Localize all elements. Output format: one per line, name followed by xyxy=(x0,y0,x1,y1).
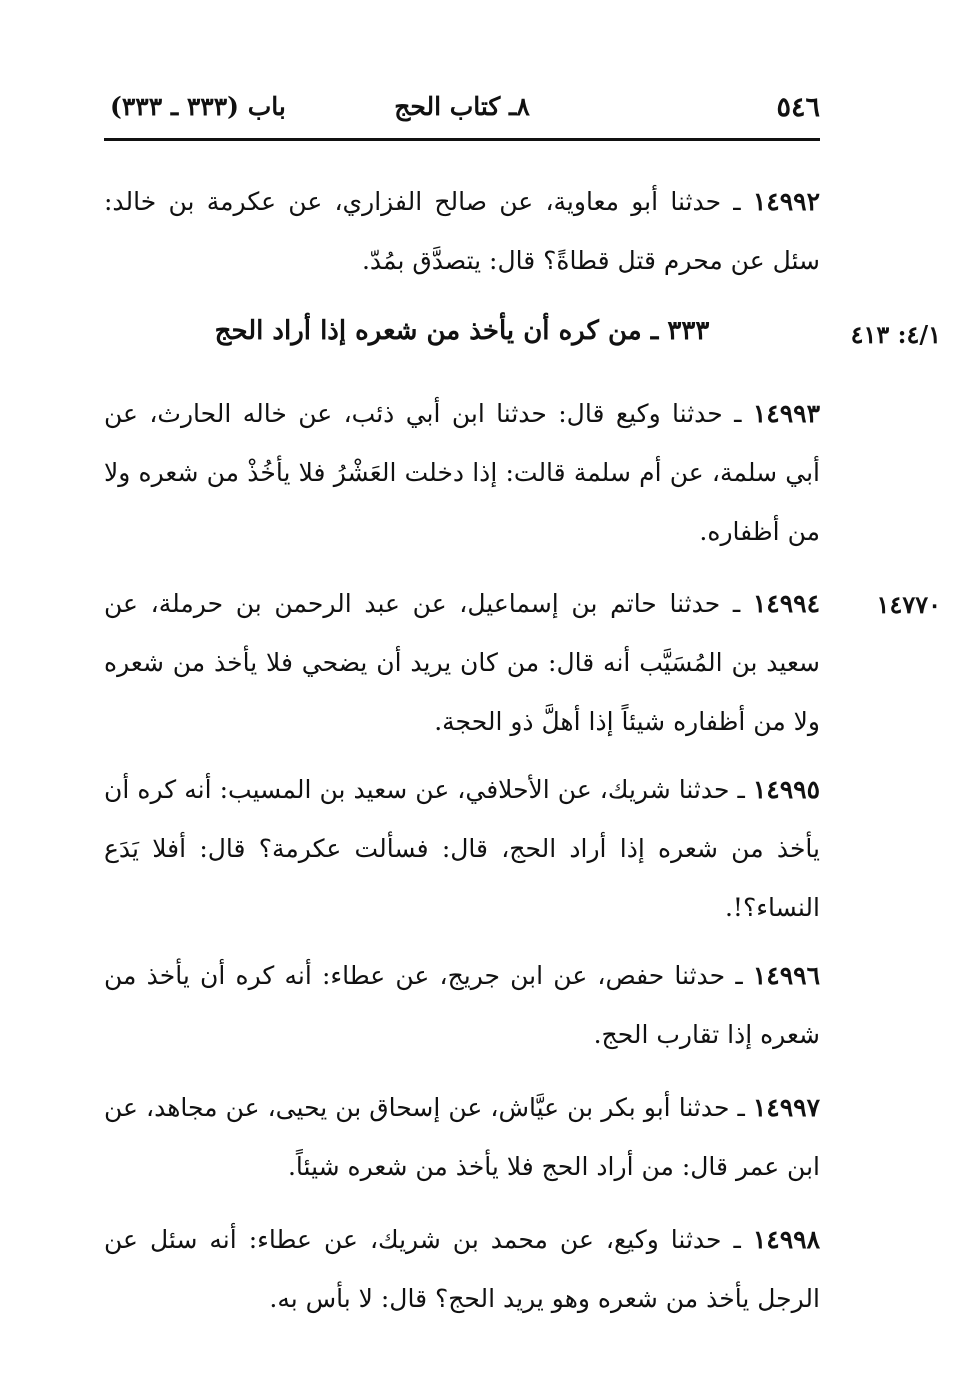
chapter-heading: ٣٣٣ ـ من كره أن يأخذ من شعره إذا أراد الحج xyxy=(214,316,710,346)
chapter-range: باب (٣٣٣ ـ ٣٣٣) xyxy=(110,92,286,121)
heading-margin-reference: ٤/١: ٤١٣ xyxy=(850,320,941,349)
hadith-number: ١٤٩٩٧ xyxy=(752,1093,820,1122)
page-header xyxy=(104,86,820,136)
hadith-text: ـ حدثنا حاتم بن إسماعيل، عن عبد الرحمن بن حرملة، عن سعيد بن المُسَيَّب أنه قال: من كان يريد أن يضحي فلا يأخذ من شعره ولا من أظفاره شيئاً إذا أهلَّ ذو الحجة. xyxy=(104,589,820,736)
entry-margin-reference: ١٤٧٧٠ xyxy=(876,590,941,619)
hadith-number: ١٤٩٩٦ xyxy=(752,961,820,990)
hadith-number: ١٤٩٩٥ xyxy=(752,775,820,804)
hadith-number: ١٤٩٩٣ xyxy=(752,399,820,428)
hadith-text: ـ حدثنا حفص، عن ابن جريج، عن عطاء: أنه كره أن يأخذ من شعره إذا تقارب الحج. xyxy=(104,961,820,1049)
hadith-number: ١٤٩٩٤ xyxy=(752,589,820,618)
entry-14992 xyxy=(104,172,820,290)
entry-14994 xyxy=(104,574,820,751)
page-number: ٥٤٦ xyxy=(776,92,820,123)
hadith-text: ـ حدثنا أبو بكر بن عيَّاش، عن إسحاق بن يحيى، عن مجاهد، عن ابن عمر قال: من أراد الحج فلا يأخذ من شعره شيئاً. xyxy=(104,1093,820,1181)
entry-14996 xyxy=(104,946,820,1064)
hadith-text: ـ حدثنا وكيع، عن محمد بن شريك، عن عطاء: أنه سئل عن الرجل يأخذ من شعره وهو يريد الحج؟ قال: لا بأس به. xyxy=(104,1225,820,1313)
hadith-text: ـ حدثنا أبو معاوية، عن صالح الفزاري، عن عكرمة بن خالد: سئل عن محرم قتل قطاةً؟ قال: يتصدَّق بمُدّ. xyxy=(104,187,820,275)
entry-14998 xyxy=(104,1210,820,1328)
header-rule xyxy=(104,138,820,141)
entry-14995 xyxy=(104,760,820,937)
entry-14993 xyxy=(104,384,820,561)
hadith-text: ـ حدثنا وكيع قال: حدثنا ابن أبي ذئب، عن خاله الحارث، عن أبي سلمة، عن أم سلمة قالت: إذا دخلت العَشْرُ فلا يأخُذْ من شعره ولا من أظفاره. xyxy=(104,399,820,546)
hadith-number: ١٤٩٩٨ xyxy=(752,1225,820,1254)
entry-14997 xyxy=(104,1078,820,1196)
hadith-text: ـ حدثنا شريك، عن الأحلافي، عن سعيد بن المسيب: أنه كره أن يأخذ من شعره إذا أراد الحج، قال: فسألت عكرمة؟ قال: أفلا يَدَع النساء؟!. xyxy=(104,775,820,922)
hadith-number: ١٤٩٩٢ xyxy=(752,187,820,216)
book-title: ٨ـ كتاب الحج xyxy=(394,92,530,121)
